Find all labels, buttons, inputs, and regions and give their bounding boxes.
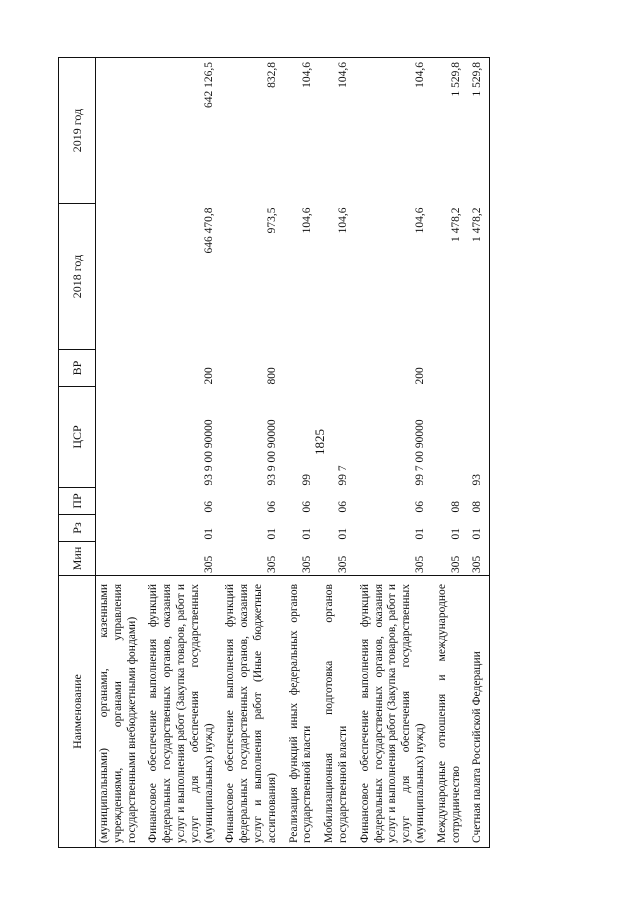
table-row [355,58,432,848]
row-min: 305 [336,555,349,573]
row-vr [319,350,355,387]
row-2019: 104,6 [284,58,320,204]
row-csr: 93 9 00 90000 [265,419,278,486]
table-row [467,58,489,848]
row-2018: 973,5 [265,207,278,234]
row-vr: 200 [202,367,215,385]
row-2018: 1 478,2 [449,207,462,242]
row-csr [96,387,144,488]
row-vr [284,350,320,387]
row-pr: 06 [301,501,314,513]
row-vr: 200 [413,367,426,385]
table-row [319,58,355,848]
row-min: 305 [265,555,278,573]
table-row [96,58,144,848]
row-2018 [96,204,144,350]
row-rz: 01 [467,515,489,542]
row-2018: 1 478,2 [467,204,489,350]
row-name: Реализация функций иных федеральных органов государственной власти [284,576,320,848]
header-name: Наименование [59,576,96,848]
row-vr [96,350,144,387]
row-2019: 1 529,8 [432,58,468,204]
row-2019: 1 529,8 [467,58,489,204]
row-pr: 06 [202,501,215,513]
header-2019: 2019 год [59,58,96,204]
row-name: (муниципальными) органами, казенными учреждениями, органами управления государственными внебюджетными фондами) [96,576,144,848]
row-pr: 06 [265,501,278,513]
row-2019: 104,6 [319,58,355,204]
row-pr: 06 [336,501,349,513]
row-csr: 99 7 00 90000 [413,419,426,486]
row-2019: 832,8 [220,58,283,204]
table-row [432,58,468,848]
row-csr: 99 7 [336,465,349,486]
row-2018: 104,6 [301,207,314,234]
row-2018: 104,6 [336,207,349,234]
page-number: 1825 [312,429,327,455]
row-name: Международные отношения и международное сотрудничество [432,576,468,848]
header-rz: Рз [59,515,96,542]
row-rz: 01 [265,528,278,540]
row-csr [432,387,468,488]
row-min: 305 [202,555,215,573]
row-rz: 01 [413,528,426,540]
rotated-table-container [58,58,618,848]
row-min: 305 [413,555,426,573]
row-pr [96,488,144,515]
header-pr: ПР [59,488,96,515]
row-2019: 104,6 [355,58,432,204]
row-min [96,542,144,576]
row-name: Счетная палата Российской Федерации [467,576,489,848]
budget-table [58,57,490,848]
row-csr: 99 [301,474,314,486]
row-pr: 06 [413,501,426,513]
row-2019: 642 126,5 [143,58,220,204]
row-rz: 01 [449,528,462,540]
table-row [220,58,283,848]
row-min: 305 [301,555,314,573]
row-2019 [96,58,144,204]
row-rz: 01 [202,528,215,540]
row-min: 305 [467,542,489,576]
row-2018: 104,6 [413,207,426,234]
table-row [143,58,220,848]
row-vr: 800 [265,367,278,385]
row-rz [96,515,144,542]
row-pr: 08 [467,488,489,515]
header-csr: ЦСР [59,387,96,488]
row-name: Финансовое обеспечение выполнения функций федеральных государственных органов, оказания услуг и выполнения работ (Иные бюджетные ассигнования) [220,576,283,848]
row-vr [432,350,468,387]
row-pr: 08 [449,501,462,513]
row-rz: 01 [336,528,349,540]
row-name: Финансовое обеспечение выполнения функций федеральных государственных органов, оказания услуг и выполнения работ (Закупка товаров, работ и услуг для обеспечения государственных (муниципальных) нужд) [355,576,432,848]
row-csr: 93 [467,387,489,488]
row-name: Финансовое обеспечение выполнения функций федеральных государственных органов, оказания услуг и выполнения работ (Закупка товаров, работ и услуг для обеспечения государственных (муниципальных) нужд) [143,576,220,848]
row-rz: 01 [301,528,314,540]
table-row [284,58,320,848]
header-row [59,58,96,848]
header-vr: ВР [59,350,96,387]
row-name: Мобилизационная подготовка органов государственной власти [319,576,355,848]
row-2018: 646 470,8 [202,207,215,254]
row-vr [467,350,489,387]
header-min: Мин [59,542,96,576]
header-2018: 2018 год [59,204,96,350]
row-min: 305 [449,555,462,573]
row-csr: 93 9 00 90000 [202,419,215,486]
